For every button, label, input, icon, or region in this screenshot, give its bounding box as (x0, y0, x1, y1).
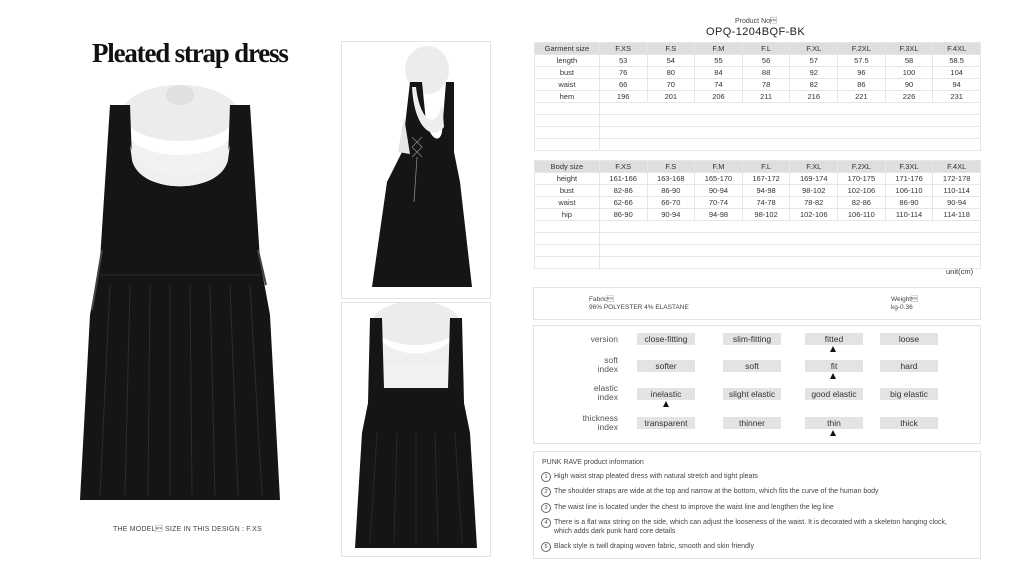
table-cell: 165-170 (695, 173, 743, 185)
table-cell: 80 (647, 67, 695, 79)
table-cell: 90-94 (695, 185, 743, 197)
dress-side-photo (341, 41, 491, 299)
weight-value: kg-0.36 (891, 304, 913, 311)
table-cell: 226 (885, 91, 933, 103)
table-cell: 110-114 (885, 209, 933, 221)
table-empty-row (535, 221, 981, 233)
table-row (535, 209, 981, 221)
selected-marker-icon (830, 346, 836, 352)
table-cell: 56 (742, 55, 790, 67)
table-row (535, 79, 981, 91)
table-cell: 84 (695, 67, 743, 79)
option-chip: loose (880, 333, 938, 345)
table-cell: 170-175 (838, 173, 886, 185)
page-title: Pleated strap dress (92, 38, 288, 68)
table-header-cell: F.XL (790, 43, 838, 55)
table-cell: 62-66 (599, 197, 647, 209)
product-no-label: Product No (735, 18, 778, 25)
table-cell: 86-90 (647, 185, 695, 197)
option-chip: fitted (805, 333, 863, 345)
info-list-item (541, 542, 971, 552)
info-number-badge: 4 (541, 518, 551, 528)
property-label-line: thickness (582, 413, 618, 423)
option-chip: close-fitting (637, 333, 695, 345)
table-cell: 74-78 (742, 197, 790, 209)
table-header-cell: F.XS (599, 161, 647, 173)
table-cell: 86-90 (885, 197, 933, 209)
table-row (535, 197, 981, 209)
table-cell: 76 (599, 67, 647, 79)
option-chip: thin (805, 417, 863, 429)
body-size-table (534, 160, 981, 269)
table-row (535, 55, 981, 67)
info-number-badge: 5 (541, 542, 551, 552)
fabric-value: 96% POLYESTER 4% ELASTANE (589, 304, 689, 311)
table-empty-row (535, 245, 981, 257)
option-chip: good elastic (805, 388, 863, 400)
table-cell: 114-118 (933, 209, 981, 221)
property-label-line: index (597, 421, 618, 432)
option-chip: soft (723, 360, 781, 372)
table-header-cell: F.3XL (885, 43, 933, 55)
option-chip: slim-fitting (723, 333, 781, 345)
table-cell: 54 (647, 55, 695, 67)
table-header-cell: F.L (742, 43, 790, 55)
table-header-cell: Body size (535, 161, 600, 173)
dress-back-photo (341, 302, 491, 557)
table-header-cell: F.M (695, 43, 743, 55)
info-number-badge: 1 (541, 472, 551, 482)
property-label-elastic-index (534, 384, 618, 401)
info-list-item (541, 472, 971, 482)
table-cell: 90 (885, 79, 933, 91)
table-header-cell: F.3XL (885, 161, 933, 173)
table-cell: bust (535, 185, 600, 197)
table-cell: 94-98 (695, 209, 743, 221)
table-row (535, 185, 981, 197)
table-empty-row (535, 257, 981, 269)
table-cell: 106-110 (838, 209, 886, 221)
property-label-line: index (597, 391, 618, 402)
table-header-cell: F.4XL (933, 43, 981, 55)
option-chip: fit (805, 360, 863, 372)
table-cell: bust (535, 67, 600, 79)
table-cell: 206 (695, 91, 743, 103)
info-number-badge: 2 (541, 487, 551, 497)
table-header-row (535, 161, 981, 173)
table-header-cell: F.S (647, 161, 695, 173)
table-header-cell: F.S (647, 43, 695, 55)
table-cell: hip (535, 209, 600, 221)
property-label-line: elastic (593, 383, 618, 393)
table-cell: 110-114 (933, 185, 981, 197)
property-label-version (534, 335, 618, 344)
property-label-line: version (590, 334, 618, 344)
info-list-item (541, 487, 971, 497)
garment-size-table (534, 42, 981, 151)
option-chip: slight elastic (723, 388, 781, 400)
info-text: There is a flat wax string on the side, which can adjust the looseness of the waist. It is decorated with a skeleton hanging clock, which adds dark punk hard core details (554, 519, 947, 535)
fabric-label: Fabric (589, 296, 614, 303)
table-cell: 231 (933, 91, 981, 103)
table-empty-row (535, 115, 981, 127)
info-list-item (541, 518, 971, 536)
selected-marker-icon (663, 401, 669, 407)
option-chip: big elastic (880, 388, 938, 400)
table-cell: 90-94 (647, 209, 695, 221)
table-cell: 211 (742, 91, 790, 103)
table-cell: waist (535, 79, 600, 91)
table-cell: 74 (695, 79, 743, 91)
table-header-cell: F.2XL (838, 161, 886, 173)
product-number: OPQ-1204BQF-BK (706, 26, 806, 38)
property-label-line: index (597, 363, 618, 374)
table-header-cell: F.M (695, 161, 743, 173)
selected-marker-icon (830, 373, 836, 379)
table-cell: 196 (599, 91, 647, 103)
option-chip: softer (637, 360, 695, 372)
table-cell: 98-102 (742, 209, 790, 221)
info-text: Black style is twill draping woven fabric, smooth and skin friendly (554, 543, 754, 550)
table-cell: hem (535, 91, 600, 103)
table-header-cell: Garment size (535, 43, 600, 55)
option-chip: thinner (723, 417, 781, 429)
table-cell: 66-70 (647, 197, 695, 209)
product-info-box (533, 451, 981, 559)
table-cell: 57.5 (838, 55, 886, 67)
table-empty-row (535, 233, 981, 245)
dress-front-photo (70, 85, 290, 515)
table-empty-row (535, 139, 981, 151)
table-header-cell: F.XS (599, 43, 647, 55)
table-cell: 100 (885, 67, 933, 79)
table-cell: 70-74 (695, 197, 743, 209)
table-cell: 57 (790, 55, 838, 67)
table-header-cell: F.XL (790, 161, 838, 173)
info-text: High waist strap pleated dress with natural stretch and tight pleats (554, 473, 758, 480)
table-cell: 88 (742, 67, 790, 79)
table-cell: 82-86 (838, 197, 886, 209)
table-cell: 78 (742, 79, 790, 91)
table-cell: 161-166 (599, 173, 647, 185)
table-cell: 163-168 (647, 173, 695, 185)
table-cell: 106-110 (885, 185, 933, 197)
table-cell: length (535, 55, 600, 67)
table-cell: 78-82 (790, 197, 838, 209)
table-empty-row (535, 127, 981, 139)
table-cell: 102-106 (838, 185, 886, 197)
table-cell: 92 (790, 67, 838, 79)
table-cell: 201 (647, 91, 695, 103)
table-header-cell: F.2XL (838, 43, 886, 55)
table-row (535, 173, 981, 185)
table-empty-row (535, 103, 981, 115)
table-row (535, 91, 981, 103)
unit-label: unit(cm) (946, 267, 974, 276)
table-cell: 86 (838, 79, 886, 91)
fit-properties-box (533, 325, 981, 444)
table-cell: 172-178 (933, 173, 981, 185)
table-header-cell: F.L (742, 161, 790, 173)
table-header-cell: F.4XL (933, 161, 981, 173)
info-list-item (541, 503, 971, 513)
table-cell: 82-86 (599, 185, 647, 197)
table-cell: 216 (790, 91, 838, 103)
table-cell: 94-98 (742, 185, 790, 197)
option-chip: inelastic (637, 388, 695, 400)
table-cell: 104 (933, 67, 981, 79)
weight-label: Weight (891, 296, 918, 303)
selected-marker-icon (830, 430, 836, 436)
table-cell: 102-106 (790, 209, 838, 221)
info-text: The shoulder straps are wide at the top and narrow at the bottom, which fits the curve of the human body (554, 488, 879, 495)
table-cell: 82 (790, 79, 838, 91)
table-cell: 171-176 (885, 173, 933, 185)
table-row (535, 67, 981, 79)
table-cell: 169-174 (790, 173, 838, 185)
table-header-row (535, 43, 981, 55)
table-cell: 58 (885, 55, 933, 67)
property-label-line: soft (604, 355, 618, 365)
table-cell: 86-90 (599, 209, 647, 221)
info-title: PUNK RAVE product information (542, 459, 644, 466)
table-cell: 94 (933, 79, 981, 91)
table-cell: 90-94 (933, 197, 981, 209)
info-text: The waist line is located under the chest to improve the waist line and lengthen the leg line (554, 504, 834, 511)
option-chip: thick (880, 417, 938, 429)
table-cell: 58.5 (933, 55, 981, 67)
model-size-note: THE MODEL SIZE IN THIS DESIGN : F.XS (113, 526, 262, 533)
table-cell: 66 (599, 79, 647, 91)
table-cell: 55 (695, 55, 743, 67)
table-cell: 98-102 (790, 185, 838, 197)
info-number-badge: 3 (541, 503, 551, 513)
table-cell: 221 (838, 91, 886, 103)
table-cell: 53 (599, 55, 647, 67)
property-label-thickness-index (534, 414, 618, 431)
property-label-soft-index (534, 356, 618, 373)
table-cell: 167-172 (742, 173, 790, 185)
option-chip: hard (880, 360, 938, 372)
table-cell: 96 (838, 67, 886, 79)
table-cell: height (535, 173, 600, 185)
table-cell: waist (535, 197, 600, 209)
option-chip: transparent (637, 417, 695, 429)
table-cell: 70 (647, 79, 695, 91)
fabric-weight-box (533, 287, 981, 320)
